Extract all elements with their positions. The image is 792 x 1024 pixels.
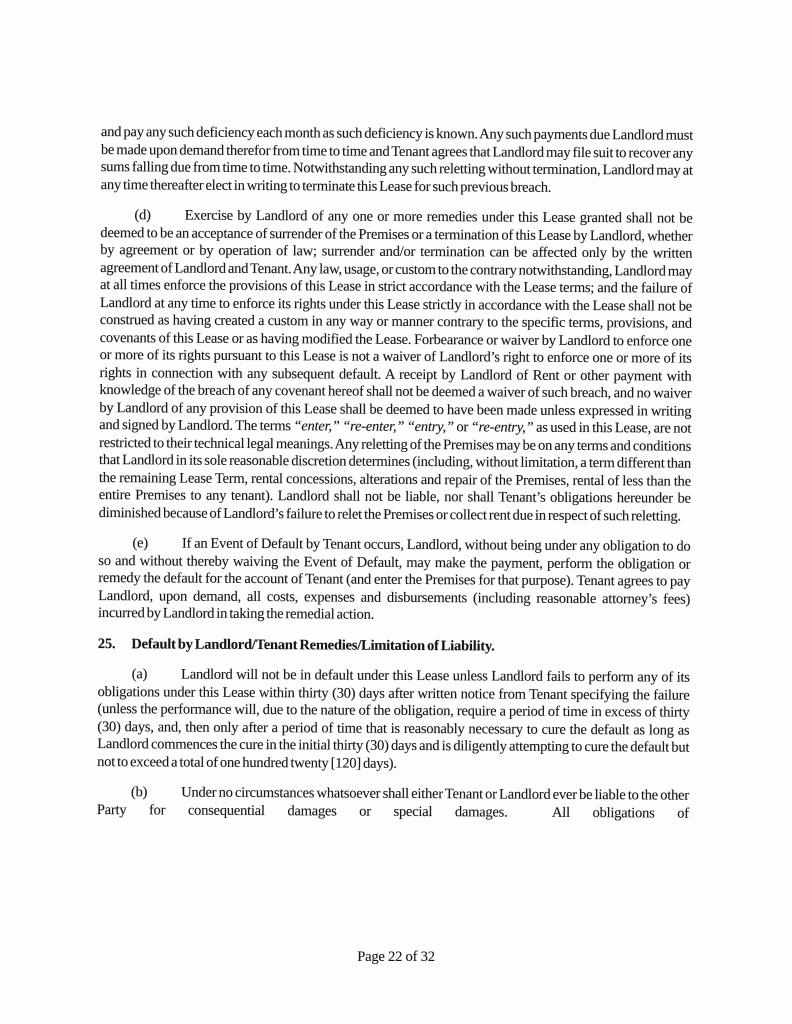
paragraph-d (99, 207, 693, 526)
paragraph-label: (a) (131, 666, 148, 683)
paragraph-text: If an Event of Default by Tenant occurs, Landlord, without being under any obligation to do so and without thereby waiving the Event of Default, may make the payment, perform the obligation or remedy the default for the account of Tenant (and enter the Premises for that purpose). Tenant agrees to pay Landlord, upon demand, all costs, expenses and disbursements (including reasonable attorney’s fees) incurred by Landlord in taking the remedial action. (97, 535, 691, 623)
paragraph-b (97, 784, 689, 823)
paragraph-e (98, 535, 691, 626)
document-text-block (97, 124, 693, 836)
paragraph-continuation (101, 124, 693, 198)
paragraph-text: and pay any such deficiency each month as such deficiency is known. Any such payments due Landlord must be made upon demand therefor from time to time and Tenant agrees that Landlord may file suit to recover any sums falling due from time to time. Notwithstanding any such reletting without termination, Landlord may at any time thereafter elect in writing to terminate this Lease for such previous breach. (100, 124, 693, 196)
paragraph-text: Landlord will not be in default under this Lease unless Landlord fails to perform any of its obligations under this Lease within thirty (30) days after written notice from Tenant specifying the failure (unless the performance will, due to the nature of the obligation, require a period of time in excess of thirty (30) days, and, then only after a period of time that is reasonably necessary to cure the default as long as Landlord commences the cure in the initial thirty (30) days and is diligently attempting to cure the default but not to exceed a total of one hundred twenty [120] days). (97, 666, 690, 772)
page-number-footer (0, 948, 792, 966)
paragraph-text: Exercise by Landlord of any one or more remedies under this Lease granted shall not be deemed to be an acceptance of surrender of the Premises or a termination of this Lease by Landlord, whether by agreement or by operation of law; surrender and/or termination can be affected only by the written agreement of Landlord and Tenant. Any law, usage, or custom to the contrary notwithstanding, Landlord may at all times enforce the provisions of this Lease in strict accordance with the Lease terms; and the failure of Landlord at any time to enforce its rights under this Lease strictly in accordance with the Lease shall not be construed as having created a custom in any way or manner contrary to the specific terms, provisions, and covenants of this Lease or as having modified the Lease. Forbearance or waiver by Landlord to enforce one or more of its rights pursuant to this Lease is not a waiver of Landlord’s right to enforce one or more of its rights in connection with any subsequent default. A receipt by Landlord of Rent or other payment with knowledge of the breach of any covenant hereof shall not be deemed a waiver of such breach, and no waiver by Landlord of any provision of this Lease shall be deemed to have been made unless expressed in writing and signed by Landlord. The terms “enter,” “re-enter,” “entry,” or “re-entry,” as used in this Lease, are not restricted to their technical legal meanings. Any reletting of the Premises may be on any terms and conditions that Landlord in its sole reasonable discretion determines (including, without limitation, a term different than the remaining Lease Term, rental concessions, alterations and repair of the Premises, rental of less than the entire Premises to any tenant). Landlord shall not be liable, nor shall Tenant’s obligations hereunder be diminished because of Landlord’s failure to relet the Premises or collect rent due in respect of such reletting. (98, 207, 693, 525)
section-number: 25. (97, 635, 116, 652)
page-number-text: Page 22 of 32 (357, 949, 435, 965)
paragraph-a (97, 666, 690, 775)
section-title: Default by Landlord/Tenant Remedies/Limitation of Liability. (131, 635, 495, 654)
paragraph-label: (d) (134, 207, 151, 224)
paragraph-label: (e) (132, 535, 148, 552)
paragraph-label: (b) (130, 784, 148, 801)
section-heading-25 (98, 635, 690, 656)
paragraph-text: Under no circumstances whatsoever shall either Tenant or Landlord ever be liable to the other Party for consequential damages or special damages. All obligations of (96, 784, 689, 822)
